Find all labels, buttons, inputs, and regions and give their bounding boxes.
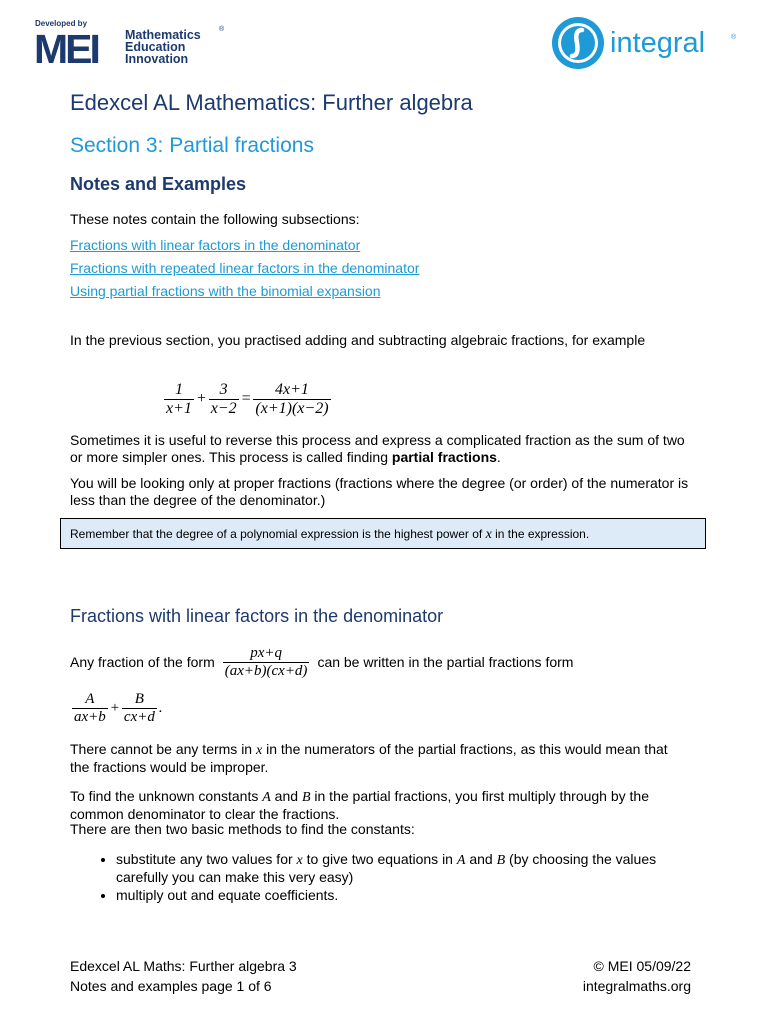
mei-logo: MEI — [34, 26, 98, 72]
operator: + — [195, 390, 207, 407]
methods-list — [70, 851, 680, 905]
text: Any fraction of the form — [70, 654, 215, 670]
equals-sign: = — [240, 390, 252, 407]
denominator: (ax+b)(cx+d) — [224, 662, 308, 679]
footer-page-number: Notes and examples page 1 of 6 — [70, 978, 272, 994]
section-title: Section 3: Partial fractions — [70, 134, 314, 157]
numerator: 3 — [219, 380, 228, 398]
paragraph-proper-fractions: You will be looking only at proper fractions (fractions where the degree (or order) of the numerator is less than the degree of the denominator.) — [70, 475, 689, 508]
mei-registered-mark: ® — [219, 26, 225, 33]
fraction — [122, 691, 157, 726]
subsection-link-2[interactable]: Fractions with repeated linear factors in the denominator — [70, 260, 420, 276]
text: (by choosing the values carefully you can make this very easy) — [116, 851, 657, 885]
mei-logo-line: Innovation — [125, 52, 189, 66]
fraction — [209, 381, 239, 418]
integral-registered-mark: ® — [731, 34, 737, 41]
numerator: B — [134, 690, 144, 707]
paragraph-no-x-terms — [70, 741, 690, 776]
fraction-general-form — [223, 645, 310, 680]
text: To find the unknown constants — [70, 788, 263, 804]
integral-logo-icon — [551, 16, 605, 70]
text: can be written in the partial fractions form — [317, 654, 574, 670]
list-item — [116, 851, 680, 886]
text: to give two equations in — [302, 851, 457, 867]
footer-website: integralmaths.org — [582, 978, 691, 994]
list-item: • multiply out and equate coefficients. — [116, 887, 680, 904]
text: substitute any two values for — [116, 851, 297, 867]
fraction — [164, 381, 194, 418]
paragraph-two-methods: There are then two basic methods to find the constants: — [70, 821, 415, 837]
text: Sometimes it is useful to reverse this process and express a complicated fraction as the sum of two or more simpler ones. This process is called finding — [70, 432, 685, 465]
note-box — [60, 518, 706, 549]
text: in the numerators of the partial fractions, as this would mean that the fractions would be improper. — [70, 741, 668, 775]
variable: x — [485, 527, 492, 542]
intro-text: These notes contain the following subsections: — [70, 211, 360, 227]
full-stop: . — [158, 699, 163, 716]
denominator: ax+b — [74, 708, 106, 725]
fraction — [72, 691, 108, 726]
denominator: cx+d — [123, 708, 155, 725]
footer-right — [583, 956, 691, 996]
variable: A — [262, 790, 271, 805]
integral-logo-text: integral — [610, 27, 706, 59]
mei-logo-line: Mathematics — [125, 28, 201, 42]
text: . — [496, 449, 501, 465]
equation-example — [164, 376, 331, 422]
variable: x — [256, 743, 263, 758]
form-line — [70, 642, 573, 682]
denominator: x−2 — [210, 399, 237, 417]
footer-left — [70, 956, 297, 996]
text: Remember that the degree of a polynomial expression is the highest power of — [70, 527, 486, 541]
mei-logo-text — [125, 29, 201, 65]
denominator: x+1 — [166, 399, 192, 417]
term-partial-fractions: partial fractions — [391, 449, 497, 465]
paragraph-partial-fractions — [70, 432, 690, 466]
partial-fractions-form — [72, 686, 165, 730]
text: There cannot be any terms in — [70, 741, 256, 757]
fraction — [253, 381, 330, 418]
footer-copyright: © MEI 05/09/22 — [593, 958, 691, 974]
notes-heading: Notes and Examples — [70, 174, 247, 194]
numerator: 1 — [174, 380, 183, 398]
subsection-heading-linear-factors: Fractions with linear factors in the denominator — [70, 606, 444, 626]
numerator: A — [85, 690, 95, 707]
subsection-link-1[interactable]: Fractions with linear factors in the denominator — [70, 237, 361, 253]
denominator: (x+1)(x−2) — [255, 399, 329, 417]
mei-logo-line: Education — [125, 40, 186, 54]
footer-course: Edexcel AL Maths: Further algebra 3 — [70, 958, 297, 974]
variable: A — [456, 853, 466, 868]
mei-developed-by: Developed by — [35, 19, 88, 28]
numerator: 4x+1 — [275, 380, 309, 398]
text: in the expression. — [491, 527, 590, 541]
operator: + — [109, 699, 120, 716]
text: in the partial fractions, you first multiply through by the common denominator to clear the fractions. — [70, 788, 649, 822]
paragraph-previous-section: In the previous section, you practised adding and subtracting algebraic fractions, for example — [70, 332, 646, 348]
paragraph-find-constants — [70, 788, 695, 823]
numerator: px+q — [250, 644, 282, 661]
document-title: Edexcel AL Mathematics: Further algebra — [70, 90, 473, 115]
variable: B — [496, 853, 506, 868]
text: and — [465, 851, 497, 867]
variable: x — [296, 853, 303, 868]
variable: B — [301, 790, 311, 805]
text: and — [270, 788, 302, 804]
subsection-link-3[interactable]: Using partial fractions with the binomial expansion — [70, 283, 381, 299]
